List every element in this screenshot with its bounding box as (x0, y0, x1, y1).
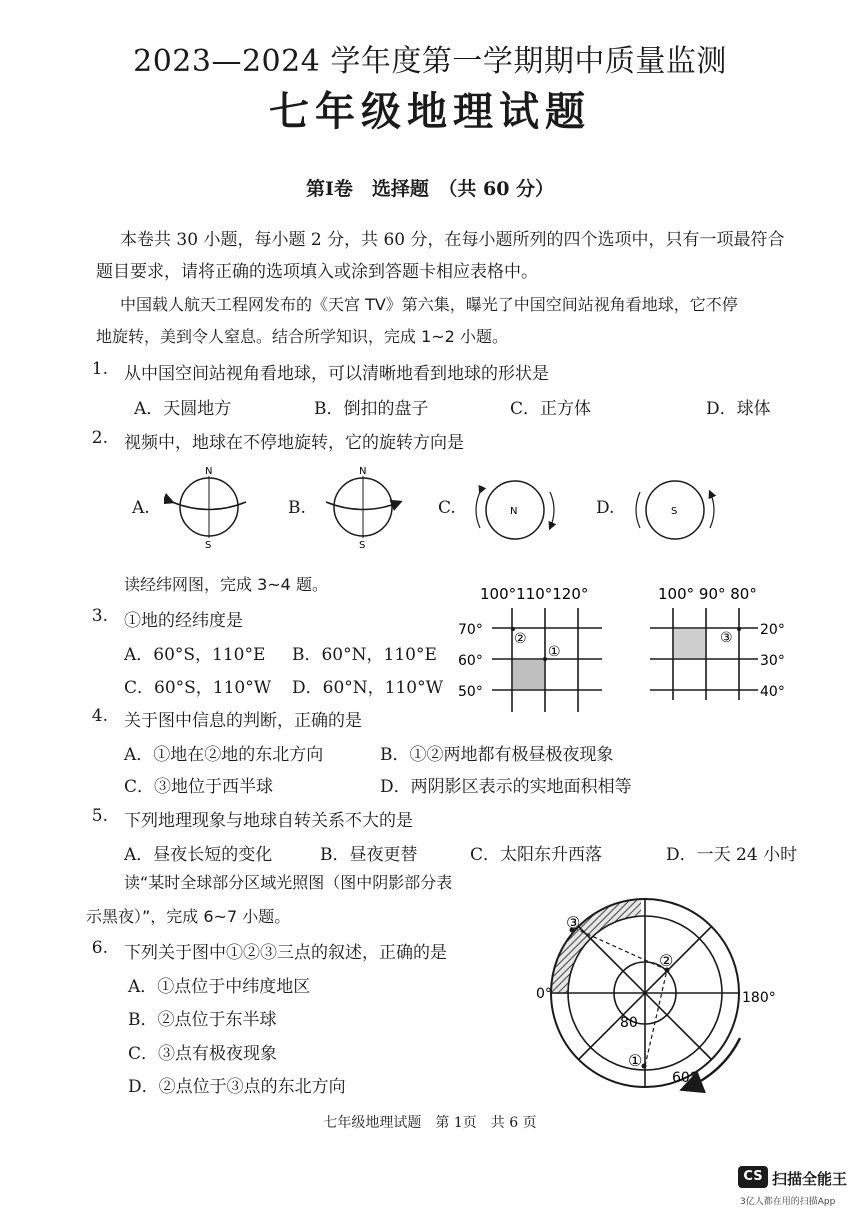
q1-stem: 从中国空间站视角看地球，可以清晰地看到地球的形状是 (124, 364, 549, 384)
q3-option-d: D．60°N，110°W (292, 678, 444, 698)
polar-marker-1: ① (628, 1051, 643, 1070)
q2-option-d-label: D. (596, 498, 615, 518)
q2-option-a-label: A. (132, 498, 150, 518)
q6-number: 6. (91, 938, 108, 958)
q3-number: 3. (91, 606, 108, 626)
svg-text:180°: 180° (742, 990, 776, 1006)
polar-marker-2: ② (659, 951, 674, 970)
intro1-line2: 地旋转，美到令人窒息。结合所学知识，完成 1~2 小题。 (96, 327, 508, 346)
polar-view-diagram-c (470, 472, 560, 552)
svg-text:40°: 40° (760, 684, 785, 700)
svg-text:60°: 60° (458, 653, 483, 669)
section-title: 第Ⅰ卷 选择题 （共 60 分） (305, 178, 555, 200)
q1-option-b: B．倒扣的盘子 (314, 399, 429, 419)
polar-marker-3: ③ (566, 913, 581, 932)
q5-option-d: D．一天 24 小时 (666, 845, 798, 865)
q5-number: 5. (91, 806, 108, 826)
q4-option-c: C．③地位于西半球 (124, 777, 274, 797)
watermark-app-name: 扫描全能王 (772, 1170, 848, 1188)
instructions-line2: 题目要求，请将正确的选项填入或涂到答题卡相应表格中。 (96, 262, 538, 282)
exam-subtitle: 七年级地理试题 (269, 88, 591, 135)
marker-1: ① (548, 644, 561, 660)
cs-logo-icon: CS (738, 1166, 768, 1188)
exam-title: 2023—2024 学年度第一学期期中质量监测 (133, 44, 727, 79)
q6-stem: 下列关于图中①②③三点的叙述，正确的是 (124, 943, 447, 963)
q5-option-a: A．昼夜长短的变化 (124, 845, 273, 865)
svg-text:100° 90° 80°: 100° 90° 80° (658, 585, 757, 603)
svg-text:50°: 50° (458, 684, 483, 700)
q3-option-a: A．60°S，110°E (124, 645, 266, 665)
marker-3: ③ (720, 630, 733, 646)
q4-option-a: A．①地在②地的东北方向 (124, 745, 324, 765)
svg-text:60°: 60° (672, 1070, 697, 1086)
intro2: 读经纬网图，完成 3~4 题。 (124, 575, 328, 594)
q4-number: 4. (91, 706, 108, 726)
svg-text:70°: 70° (458, 622, 483, 638)
q3-option-b: B．60°N，110°E (292, 645, 437, 665)
q1-option-d: D．球体 (706, 399, 771, 419)
svg-text:N: N (359, 466, 367, 477)
lat-long-grid-left (452, 580, 612, 715)
q5-option-c: C．太阳东升西落 (470, 845, 603, 865)
svg-text:30°: 30° (760, 653, 785, 669)
q1-option-c: C．正方体 (510, 399, 592, 419)
intro1-line1: 中国载人航天工程网发布的《天宫 TV》第六集，曝光了中国空间站视角看地球，它不停 (120, 295, 738, 314)
instructions-line1: 本卷共 30 小题，每小题 2 分，共 60 分，在每小题所列的四个选项中，只有一项最符合 (120, 230, 785, 250)
svg-text:N: N (205, 466, 213, 477)
q4-option-b: B．①②两地都有极昼极夜现象 (380, 745, 614, 765)
polar-view-diagram-d (630, 472, 720, 552)
q3-option-c: C．60°S，110°W (124, 678, 272, 698)
q1-option-a: A．天圆地方 (134, 399, 232, 419)
q3-stem: ①地的经纬度是 (124, 611, 243, 631)
svg-text:100°110°120°: 100°110°120° (480, 585, 589, 603)
svg-text:20°: 20° (760, 622, 785, 638)
svg-text:S: S (359, 540, 366, 551)
polar-illumination-diagram (528, 888, 788, 1098)
svg-text:N: N (510, 506, 518, 517)
lat-long-grid-right (640, 580, 800, 715)
watermark-tagline: 3亿人都在用的扫描App (740, 1197, 836, 1207)
q2-number: 2. (91, 428, 108, 448)
globe-diagram-b (318, 462, 408, 552)
marker-2: ② (514, 631, 527, 647)
q4-stem: 关于图中信息的判断，正确的是 (124, 711, 362, 731)
q1-number: 1. (91, 359, 108, 379)
globe-diagram-a (164, 462, 254, 552)
shaded-area-left (513, 660, 544, 689)
svg-text:80: 80 (620, 1015, 638, 1031)
q6-option-b: B．②点位于东半球 (128, 1010, 277, 1030)
svg-text:0°: 0° (536, 986, 552, 1002)
q2-option-b-label: B. (288, 498, 306, 518)
q2-stem: 视频中，地球在不停地旋转，它的旋转方向是 (124, 433, 464, 453)
q2-option-c-label: C. (438, 498, 456, 518)
q6-option-a: A．①点位于中纬度地区 (128, 977, 311, 997)
svg-text:S: S (205, 540, 212, 551)
shaded-area-right (674, 629, 705, 658)
svg-text:S: S (671, 506, 678, 517)
q6-option-d: D．②点位于③点的东北方向 (128, 1077, 346, 1097)
q4-option-d: D．两阴影区表示的实地面积相等 (380, 777, 632, 797)
page-footer: 七年级地理试题 第 1页 共 6 页 (323, 1115, 537, 1131)
q5-option-b: B．昼夜更替 (320, 845, 418, 865)
q5-stem: 下列地理现象与地球自转关系不大的是 (124, 811, 413, 831)
intro3-line1: 读“某时全球部分区域光照图（图中阴影部分表 (124, 873, 453, 892)
intro3-line2: 示黑夜）”，完成 6~7 小题。 (86, 907, 291, 926)
q6-option-c: C．③点有极夜现象 (128, 1044, 278, 1064)
